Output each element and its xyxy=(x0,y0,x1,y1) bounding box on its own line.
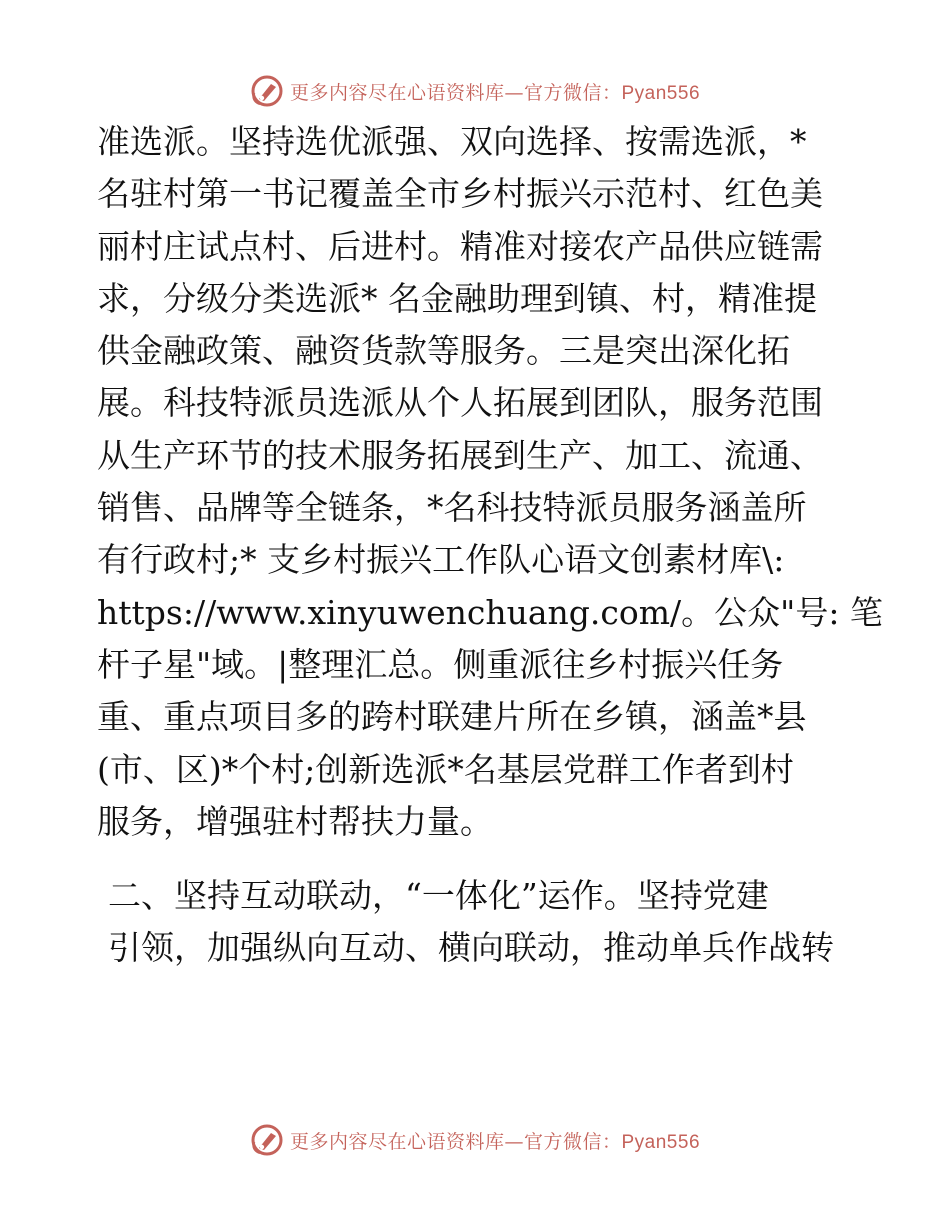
footer-banner xyxy=(0,1120,950,1160)
footer-banner-text xyxy=(290,1127,700,1154)
text-line: 有行政村;* 支乡村振兴工作队心语文创素材库\: xyxy=(97,540,785,580)
footer-banner-label: 更多内容尽在心语资料库—官方微信： xyxy=(289,1130,622,1153)
header-banner-label: 更多内容尽在心语资料库—官方微信： xyxy=(289,81,622,104)
header-banner-text xyxy=(290,78,700,105)
paragraph-1 xyxy=(97,116,883,848)
header-wechat-id: Pyan556 xyxy=(621,82,701,104)
text-line: 服务，增强驻村帮扶力量。 xyxy=(97,801,493,841)
document-body xyxy=(97,116,883,975)
text-line: 二、坚持互动联动，“一体化”运作。坚持党建 xyxy=(108,876,769,916)
pen-nib-logo-icon xyxy=(250,1123,284,1157)
text-line: https://www.xinyuwenchuang.com/。公众"号: 笔 xyxy=(97,592,883,632)
text-line: 丽村庄试点村、后进村。精准对接农产品供应链需 xyxy=(97,226,823,266)
text-line: 求，分级分类选派* 名金融助理到镇、村，精准提 xyxy=(97,278,817,318)
pen-nib-logo-icon xyxy=(250,74,284,108)
header-banner xyxy=(0,71,950,111)
footer-wechat-id: Pyan556 xyxy=(621,1131,701,1153)
text-line: 名驻村第一书记覆盖全市乡村振兴示范村、红色美 xyxy=(97,174,823,214)
text-line: 供金融政策、融资货款等服务。三是突出深化拓 xyxy=(97,331,790,371)
paragraph-spacer xyxy=(97,848,857,870)
text-line: (市、区)*个村;创新选派*名基层党群工作者到村 xyxy=(97,749,794,789)
text-line: 从生产环节的技术服务拓展到生产、加工、流通、 xyxy=(97,435,823,475)
text-line: 杆子星"域。|整理汇总。侧重派往乡村振兴任务 xyxy=(97,644,784,684)
text-line: 准选派。坚持选优派强、双向选择、按需选派，* xyxy=(97,122,807,161)
paragraph-2 xyxy=(97,870,857,975)
text-line: 引领，加强纵向互动、横向联动，推动单兵作战转 xyxy=(108,928,834,968)
text-line: 销售、品牌等全链条，*名科技特派员服务涵盖所 xyxy=(97,488,807,528)
text-line: 展。科技特派员选派从个人拓展到团队，服务范围 xyxy=(97,383,823,423)
text-line: 重、重点项目多的跨村联建片所在乡镇，涵盖*县 xyxy=(97,697,807,737)
